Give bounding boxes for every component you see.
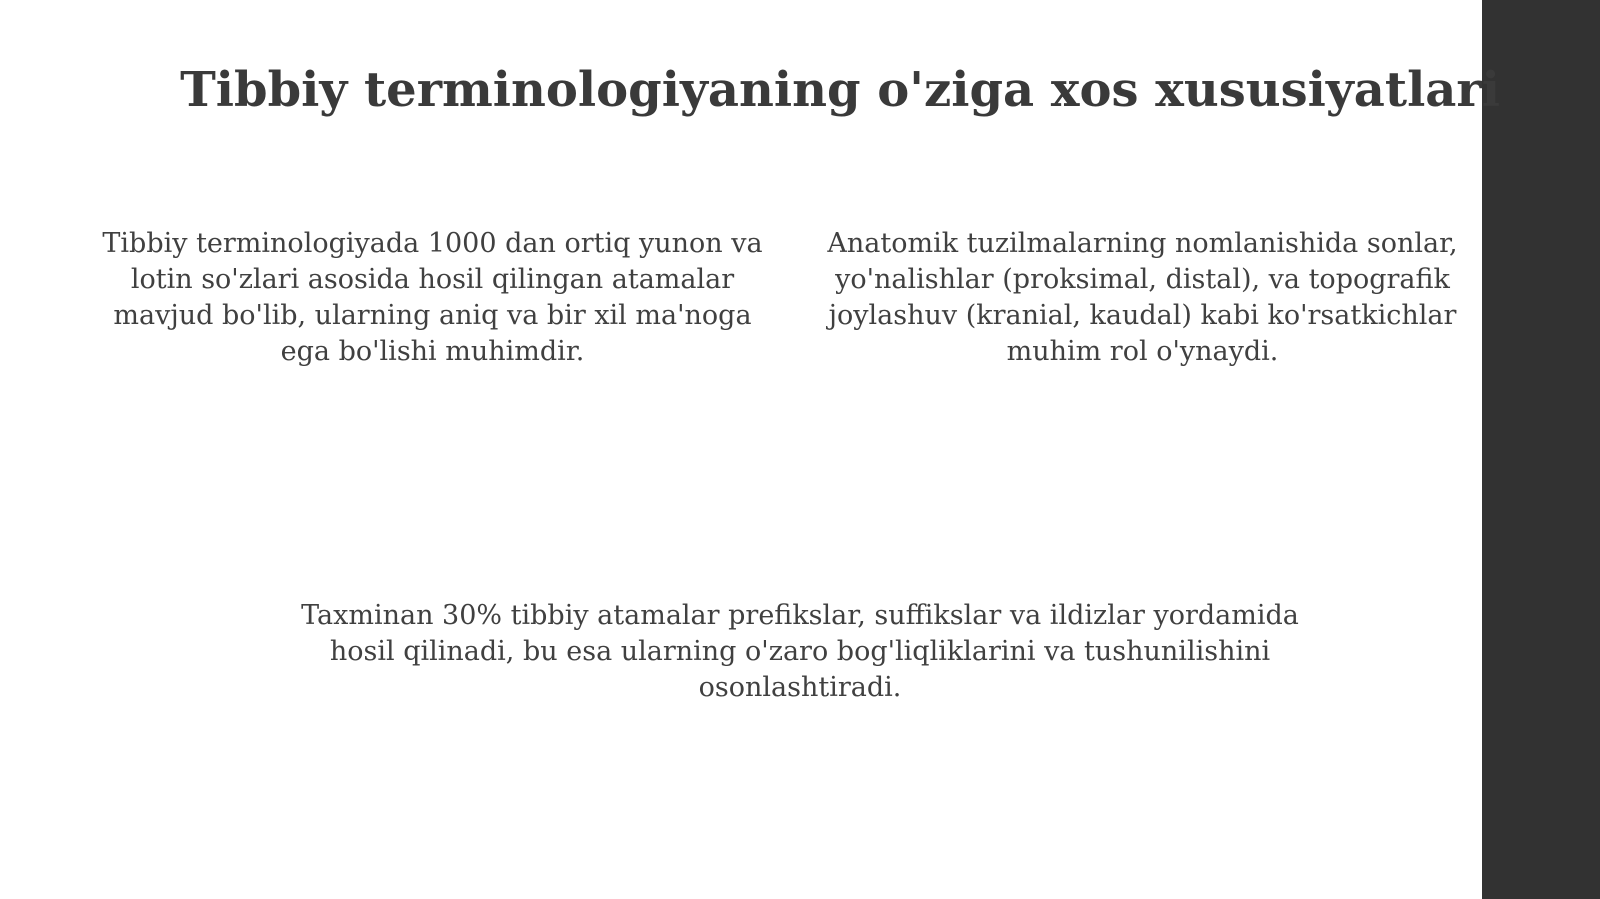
paragraph-right: Anatomik tuzilmalarning nomlanishida sonlar, yo'nalishlar (proksimal, distal), va topografik joylashuv (kranial, kaudal) kabi ko'rsatkichlar muhim rol o'ynaydi.	[827, 228, 1458, 367]
paragraph-left: Tibbiy terminologiyada 1000 dan ortiq yunon va lotin so'zlari asosida hosil qilingan atamalar mavjud bo'lib, ularning aniq va bir xil ma'noga ega bo'lishi muhimdir.	[102, 228, 763, 367]
slide-title: Tibbiy terminologiyaning o'ziga xos xususiyatlari	[180, 62, 1500, 118]
paragraph-bottom: Taxminan 30% tibbiy atamalar prefikslar, suffikslar va ildizlar yordamida hosil qilinadi, bu esa ularning o'zaro bog'liqliklarini va tushunilishini osonlashtiradi.	[301, 600, 1299, 703]
side-band	[1482, 0, 1600, 899]
